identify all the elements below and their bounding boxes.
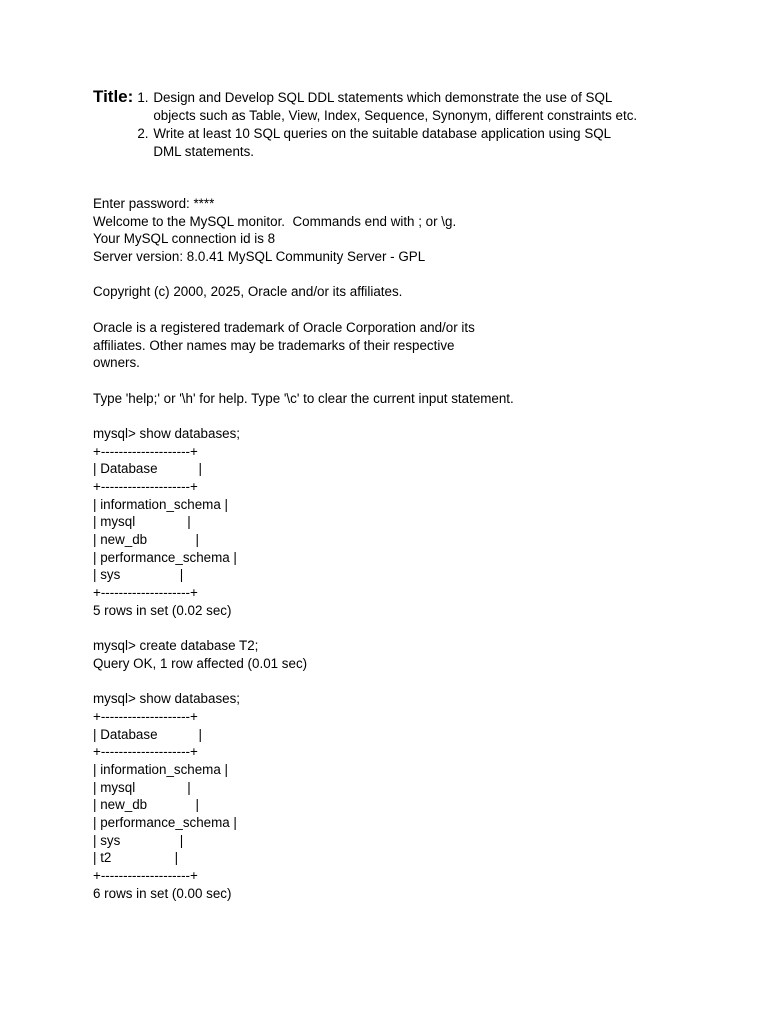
console-line: +--------------------+	[93, 479, 198, 494]
console-line: | sys |	[93, 567, 184, 583]
console-line: 6 rows in set (0.00 sec)	[93, 885, 232, 901]
console-line: +--------------------+	[93, 744, 198, 760]
console-line	[93, 673, 733, 691]
title-item-line: objects such as Table, View, Index, Sequence, Synonym, different constraints etc.	[153, 108, 638, 123]
console-line: Oracle is a registered trademark of Oracle Corporation and/or its	[93, 319, 475, 335]
title-list	[137, 86, 637, 161]
console-line: | Database |	[93, 461, 202, 477]
console-line: | mysql |	[93, 514, 191, 530]
console-line: | t2 |	[93, 850, 179, 866]
title-item-line: DML statements.	[153, 144, 255, 159]
console-line: mysql> show databases;	[93, 425, 241, 441]
console-line: owners.	[93, 355, 140, 371]
console-line: mysql> create database T2;	[93, 638, 259, 654]
console-line: | mysql |	[93, 779, 191, 795]
title-item	[137, 125, 637, 161]
console-line: Your MySQL connection id is 8	[93, 231, 276, 247]
console-line: +--------------------+	[93, 585, 198, 601]
console-line: Type 'help;' or '\h' for help. Type '\c' to clear the current input statement.	[93, 390, 514, 406]
console-line: | performance_schema |	[93, 549, 237, 565]
console-line: | new_db |	[93, 532, 199, 548]
title-item	[137, 89, 637, 125]
title-label: Title:	[93, 87, 134, 106]
console-line: | new_db |	[93, 797, 199, 813]
title-item-number: 2.	[137, 126, 149, 141]
title-item-text	[153, 125, 637, 161]
console-line: +--------------------+	[93, 708, 198, 724]
console-line: mysql> show databases;	[93, 691, 241, 707]
console-line: | sys |	[93, 832, 184, 848]
title-block	[93, 86, 733, 161]
console-line: | information_schema |	[93, 496, 228, 512]
document-page	[93, 86, 733, 903]
console-line: Query OK, 1 row affected (0.01 sec)	[93, 655, 308, 671]
title-item-text	[153, 89, 637, 125]
console-line	[93, 266, 733, 284]
console-line: +--------------------+	[93, 868, 198, 884]
console-line	[93, 301, 733, 319]
console-line: | information_schema |	[93, 762, 228, 777]
console-line	[93, 620, 733, 638]
mysql-console-output	[93, 195, 733, 903]
console-line: Copyright (c) 2000, 2025, Oracle and/or its affiliates.	[93, 284, 403, 300]
console-line	[93, 372, 733, 390]
console-line	[93, 407, 733, 425]
console-line: Enter password: ****	[93, 196, 215, 211]
console-line: Server version: 8.0.41 MySQL Community Server - GPL	[93, 249, 426, 265]
console-line: +--------------------+	[93, 443, 198, 459]
title-item-line: Design and Develop SQL DDL statements which demonstrate the use of SQL	[153, 90, 613, 105]
console-line: Welcome to the MySQL monitor. Commands end with ; or \g.	[93, 213, 457, 229]
title-item-line: Write at least 10 SQL queries on the suitable database application using SQL	[153, 126, 612, 141]
title-item-number: 1.	[137, 90, 149, 105]
console-line: affiliates. Other names may be trademarks of their respective	[93, 337, 455, 353]
console-line: | performance_schema |	[93, 815, 237, 831]
console-line: 5 rows in set (0.02 sec)	[93, 602, 232, 618]
console-line: | Database |	[93, 726, 202, 742]
